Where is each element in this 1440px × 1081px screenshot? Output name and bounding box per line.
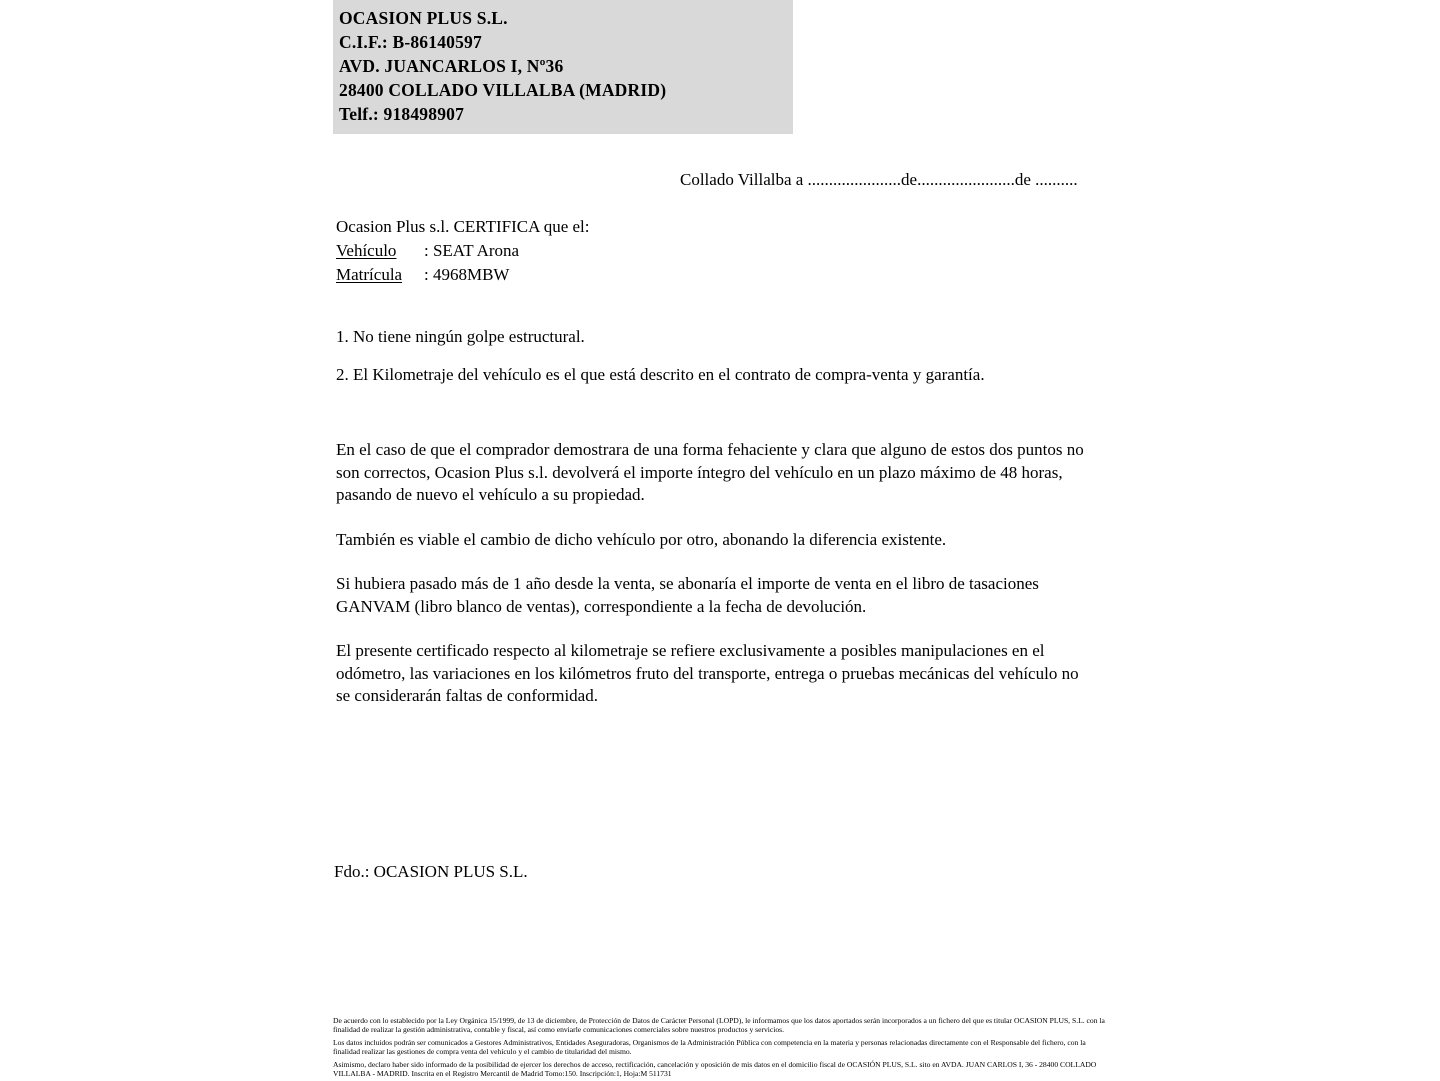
legal-paragraph: De acuerdo con lo establecido por la Ley Orgánica 15/1999, de 13 de diciembre, de Protección de Datos de Carácter Personal (LOPD), le informamos que los datos aportados serán incorporados a un fichero del que es titular OCASION PLUS, S.L. con la finalidad de realizar la gestión administrativa, contable y fiscal, así como enviarle comunicaciones comerciales sobre nuestros productos y servicios.	[333, 1016, 1105, 1035]
plate-row	[336, 263, 590, 287]
body-paragraph: En el caso de que el comprador demostrara de una forma fehaciente y clara que alguno de estos dos puntos no son correctos, Ocasion Plus s.l. devolverá el importe íntegro del vehículo en un plazo máximo de 48 horas, pasando de nuevo el vehículo a su propiedad.	[336, 440, 1084, 504]
body-paragraphs	[336, 439, 1096, 730]
certificate-intro: Ocasion Plus s.l. CERTIFICA que el:	[336, 217, 590, 236]
date-line: Collado Villalba a ......................de.......................de ..........	[680, 170, 1078, 189]
signature-line: Fdo.: OCASION PLUS S.L.	[334, 862, 528, 881]
point-item: 2. El Kilometraje del vehículo es el que está descrito en el contrato de compra-venta y garantía.	[336, 365, 985, 384]
legal-notice	[333, 1016, 1113, 1081]
body-paragraph: También es viable el cambio de dicho vehículo por otro, abonando la diferencia existente.	[336, 529, 947, 549]
plate-label: Matrícula	[336, 265, 403, 284]
company-header-block	[333, 0, 793, 134]
vehicle-row	[336, 239, 590, 263]
body-paragraph: El presente certificado respecto al kilometraje se refiere exclusivamente a posibles manipulaciones en el odómetro, las variaciones en los kilómetros fruto del transporte, entrega o pruebas mecánicas del vehículo no se considerarán faltas de conformidad.	[336, 641, 1079, 705]
company-phone: Telf.: 918498907	[339, 104, 465, 124]
legal-paragraph: Los datos incluidos podrán ser comunicados a Gestores Administrativos, Entidades Aseguradoras, Organismos de la Administración Pública con competencia en la materia y personas relacionadas directamente con el Responsable del fichero, con la finalidad realizar las gestiones de compra venta del vehículo y el cambio de titularidad del mismo.	[333, 1037, 1086, 1057]
point-item: 1. No tiene ningún golpe estructural.	[336, 327, 585, 346]
company-city: 28400 COLLADO VILLALBA (MADRID)	[339, 80, 667, 100]
legal-paragraph: Asimismo, declaro haber sido informado de la posibilidad de ejercer los derechos de acceso, rectificación, cancelación y oposición de mis datos en el domicilio fiscal de OCASIÓN PLUS, S.L. sito en AVDA. JUAN CARLOS I, 36 - 28400 COLLADO VILLALBA - MADRID. Inscrita en el Registro Mercantil de Madrid Tomo:150. Inscripción:1, Hoja:M 511731	[333, 1059, 1097, 1079]
company-name: OCASION PLUS S.L.	[339, 8, 508, 28]
company-street: AVD. JUANCARLOS I, Nº36	[339, 56, 564, 76]
vehicle-label: Vehículo	[336, 241, 397, 260]
certificate-block	[336, 215, 590, 287]
plate-value: : 4968MBW	[424, 265, 510, 284]
body-paragraph: Si hubiera pasado más de 1 año desde la venta, se abonaría el importe de venta en el libro de tasaciones GANVAM (libro blanco de ventas), correspondiente a la fecha de devolución.	[336, 574, 1039, 616]
company-cif: C.I.F.: B-86140597	[339, 32, 482, 52]
vehicle-value: : SEAT Arona	[424, 241, 520, 260]
